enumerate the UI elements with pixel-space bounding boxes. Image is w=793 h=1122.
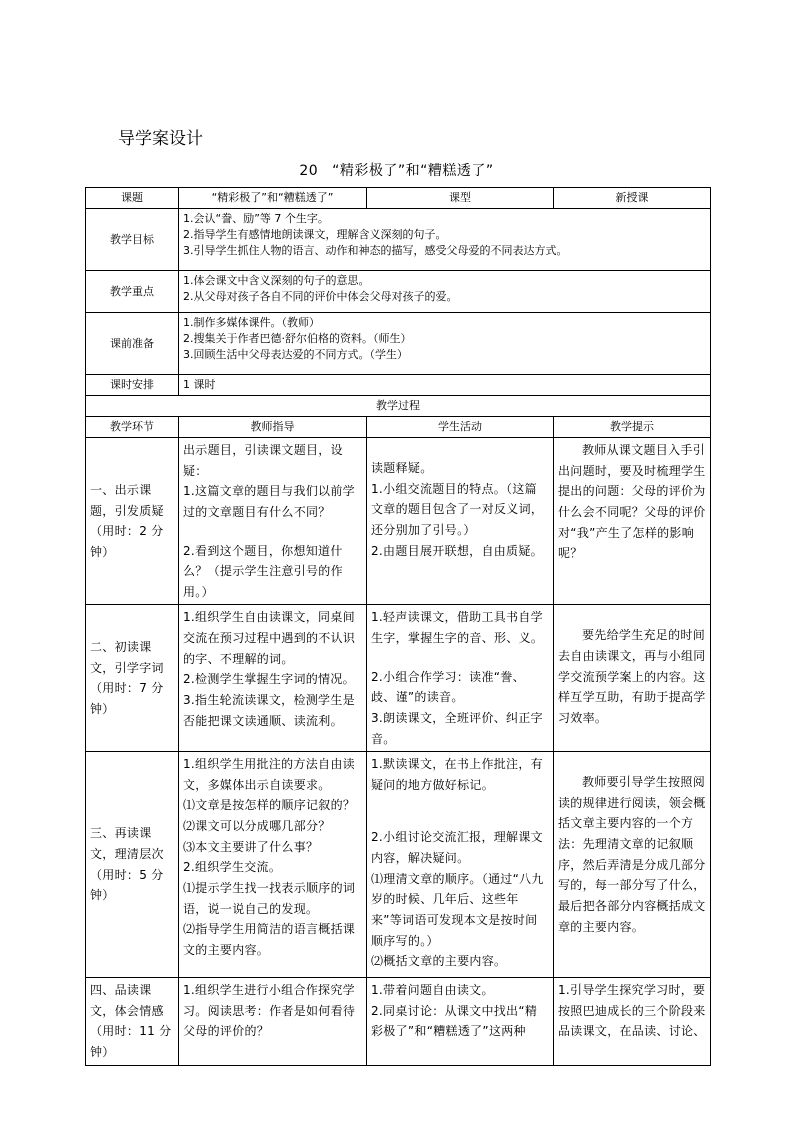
process-row-3: [86, 752, 711, 978]
student-line: 读题释疑。: [371, 461, 433, 475]
teacher-line: 出示题目，引读课文题目，设疑：: [183, 443, 343, 478]
goals-list: [179, 209, 711, 271]
process-row-2: [86, 605, 711, 752]
goal-item: 3.引导学生抓住人物的语言、动作和神态的描写，感受父母爱的不同表达方式。: [183, 243, 568, 257]
student-line: 3.朗读课文，全班评价、纠正字音。: [371, 710, 543, 746]
process-row-1: [86, 438, 711, 605]
period-label: 课时安排: [86, 375, 179, 396]
tip-cell: [554, 978, 711, 1066]
focus-item: 1.体会课文中含义深刻的句子的意思。: [183, 274, 370, 287]
teacher-line: 1.组织学生用批注的方法自由读文，多媒体出示自读要求。: [183, 757, 355, 792]
student-line: 1.轻声读课文，借助工具书自学生字，掌握生字的音、形、义。: [371, 610, 544, 645]
period-value: 1 课时: [179, 375, 711, 396]
lesson-plan-table: [85, 187, 711, 1066]
title-row: [86, 188, 711, 209]
lesson-title: [0, 160, 793, 180]
teacher-line: ⑴提示学生找一找表示顺序的词语，说一说自己的发现。: [183, 880, 356, 916]
stage-cell: 三、再读课文，理清层次（用时：5 分钟）: [86, 752, 179, 978]
goal-item: 2.指导学生有感情地朗读课文，理解含义深刻的句子。: [183, 227, 447, 241]
tip-cell: [554, 438, 711, 605]
tip-text: 教师要引导学生按照阅读的规律进行阅读，领会概括文章主要内容的一个方法：先理清文章的记叙顺序，然后弄清是分成几部分写的，每一部分写了什么，最后把各部分内容概括成文章的主要内容。: [558, 775, 706, 934]
focus-list: [179, 271, 711, 313]
teacher-line: ⑵指导学生用简洁的语言概括课文的主要内容。: [183, 922, 356, 957]
prep-label: 课前准备: [86, 313, 179, 375]
type-value: 新授课: [554, 188, 711, 209]
goals-label: 教学目标: [86, 209, 179, 271]
lesson-number: 20: [299, 163, 319, 179]
stage-cell: 一、出示课题，引发质疑（用时：2 分钟）: [86, 438, 179, 605]
focus-label: 教学重点: [86, 271, 179, 313]
teacher-line: ⑴文章是按怎样的顺序记叙的？: [183, 798, 356, 813]
student-line: 1.小组交流题目的特点。（这篇文章的题目包含了一对反义词，还分别加了引号。）: [371, 481, 544, 537]
tip-text: 要先给学生充足的时间去自由读课文，再与小组同学交流预学案上的内容。这样互学互助，有助于提高学习效率。: [558, 628, 706, 725]
student-cell: [367, 978, 554, 1066]
student-cell: [367, 752, 554, 978]
teacher-line: 1.这篇文章的题目与我们以前学过的文章题目有什么不同？: [183, 484, 355, 519]
process-row: [86, 396, 711, 417]
teacher-line: ⑵课文可以分成哪几部分？: [183, 819, 331, 833]
student-line: ⑵概括文章的主要内容。: [371, 954, 507, 969]
tip-text: 1.引导学生探究学习时，要按照巴迪成长的三个阶段来品读课文，在品读、讨论、: [558, 983, 706, 1039]
goal-item: 1.会认“誊、励”等 7 个生字。: [183, 212, 329, 225]
teacher-cell: [179, 978, 367, 1066]
teacher-line: 1.组织学生进行小组合作探究学习。阅读思考：作者是如何看待父母的评价的？: [183, 983, 356, 1039]
stage-cell: 四、品读课文，体会情感（用时：11 分钟）: [86, 978, 179, 1066]
page-heading: 导学案设计: [118, 129, 203, 149]
prep-item: 2.搜集关于作者巴德·舒尔伯格的资料。（师生）: [183, 331, 412, 345]
prep-item: 3.回顾生活中父母表达爱的不同方式。（学生）: [183, 347, 408, 361]
period-row: [86, 375, 711, 396]
teacher-line: 2.检测学生掌握生字词的情况。: [183, 672, 355, 687]
process-row-4: [86, 978, 711, 1066]
focus-item: 2.从父母对孩子各自不同的评价中体会父母对孩子的爱。: [183, 289, 458, 303]
title-value: “精彩极了”和“糟糕透了”: [179, 188, 367, 209]
tip-text: 教师从课文题目入手引出问题时，要及时梳理学生提出的问题：父母的评价为什么会不同呢？父母的评价对“我”产生了怎样的影响呢？: [558, 443, 706, 561]
type-label: 课型: [367, 188, 554, 209]
student-line: ⑴理清文章的顺序。（通过“八九岁的时候、几年后、这些年来”等词语可发现本文是按时间顺序写的。）: [371, 871, 544, 948]
column-header: 教学环节: [86, 417, 179, 438]
student-line: 2.小组合作学习：读准“誊、歧、谨”的读音。: [371, 669, 525, 705]
tip-cell: [554, 605, 711, 752]
student-line: 1.带着问题自由读文。: [371, 983, 494, 998]
teacher-line: 2.组织学生交流。: [183, 860, 282, 875]
student-line: 2.同桌讨论：从课文中找出“精彩极了”和“糟糕透了”这两种: [371, 1003, 538, 1039]
teacher-cell: [179, 605, 367, 752]
student-line: 1.默读课文，在书上作批注，有疑问的地方做好标记。: [371, 757, 543, 792]
student-cell: [367, 605, 554, 752]
column-header: 教学提示: [554, 417, 711, 438]
focus-row: [86, 271, 711, 313]
tip-cell: [554, 752, 711, 978]
teacher-line: 3.指生轮流读课文，检测学生是否能把课文读通顺、读流利。: [183, 692, 355, 728]
teacher-line: ⑶本文主要讲了什么事？: [183, 839, 319, 854]
teacher-cell: [179, 752, 367, 978]
prep-row: [86, 313, 711, 375]
student-cell: [367, 438, 554, 605]
goals-row: [86, 209, 711, 271]
process-label: 教学过程: [86, 396, 711, 417]
column-header-row: [86, 417, 711, 438]
title-label: 课题: [86, 188, 179, 209]
prep-list: [179, 313, 711, 375]
column-header: 学生活动: [367, 417, 554, 438]
prep-item: 1.制作多媒体课件。（教师）: [183, 316, 320, 329]
column-header: 教师指导: [179, 417, 367, 438]
stage-cell: 二、初读课文，引学字词（用时：7 分钟）: [86, 605, 179, 752]
student-line: 2.小组讨论交流汇报，理解课文内容，解决疑问。: [371, 830, 543, 865]
teacher-line: 2.看到这个题目，你想知道什么？（提示学生注意引号的作用。）: [183, 543, 343, 599]
teacher-line: 1.组织学生自由读课文，同桌间交流在预习过程中遇到的不认识的字、不理解的词。: [183, 610, 356, 666]
lesson-title-text: “精彩极了”和“糟糕透了”: [332, 163, 494, 179]
student-line: 2.由题目展开联想，自由质疑。: [371, 543, 543, 558]
teacher-cell: [179, 438, 367, 605]
